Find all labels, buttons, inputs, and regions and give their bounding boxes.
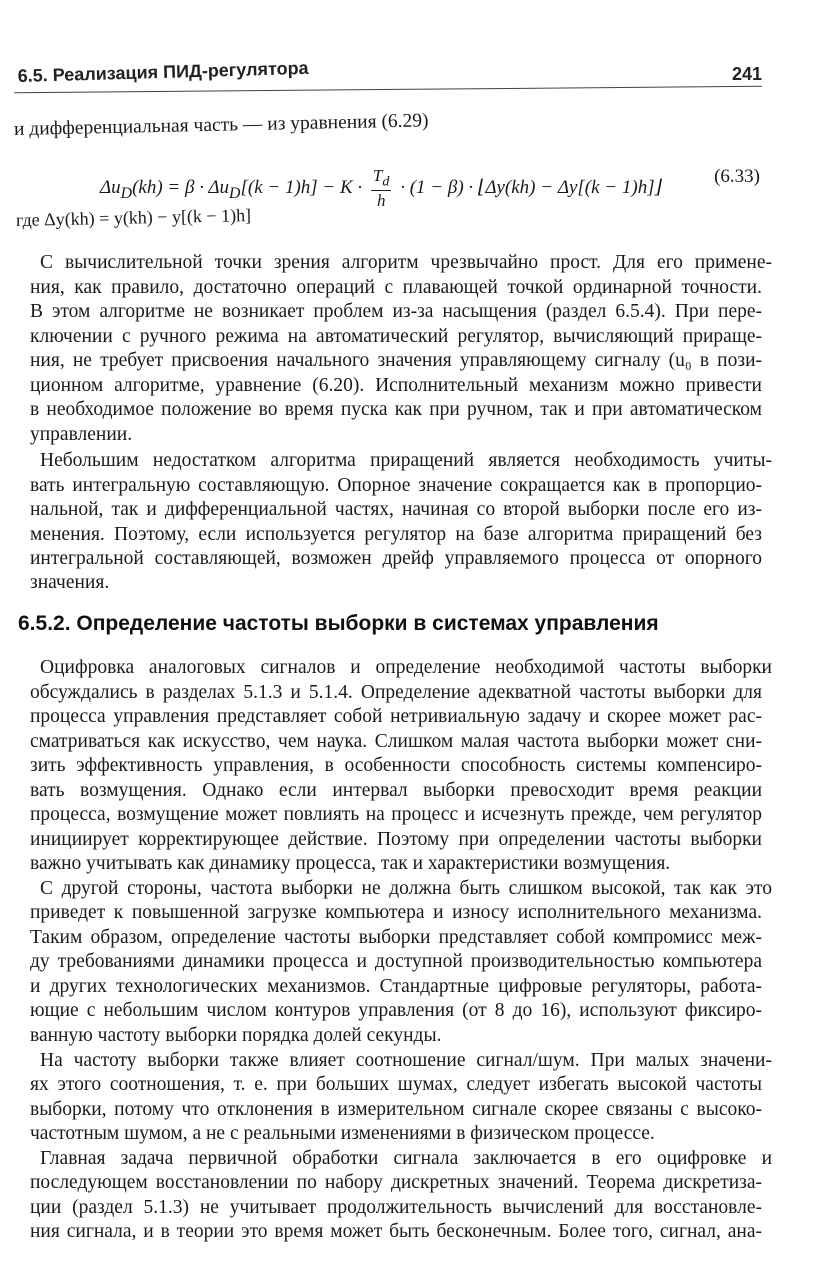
text-line: ях этого соотношения, т. е. при больших шумах, следует избегать высокой частоты — [30, 1074, 762, 1095]
text-line: в необходимое положение во время пуска как при ручном, так и при автоматическом — [30, 399, 762, 420]
text-line: обсуждались в разделах 5.1.3 и 5.1.4. Определение адекватной частоты выборки для — [30, 682, 762, 703]
text-line: вать интегральную составляющую. Опорное значение сокращается как в пропорцио- — [30, 475, 762, 496]
text-line: ции (раздел 5.1.3) не учитывает продолжительность вычислений для восстановле- — [30, 1197, 762, 1218]
equation-6-33 — [100, 148, 760, 211]
page-number: 241 — [731, 64, 762, 84]
text-line: выборки, потому что отклонения в измерительном сигнале скорее связаны с высоко- — [30, 1099, 762, 1120]
text-line: ванную частоту выборки порядка долей секунды. — [30, 1025, 442, 1046]
text-line: На частоту выборки также влияет соотношение сигнал/шум. При малых значени- — [40, 1050, 772, 1071]
text-line: частотным шумом, а не с реальными изменениями в физическом процессе. — [30, 1123, 655, 1144]
text-line: ющие с небольшим числом контуров управления (от 8 до 16), используют фиксиро- — [30, 1000, 762, 1021]
text-line: ду требованиями динамики процесса и доступной производительностью компьютера — [30, 951, 762, 972]
text-line: В этом алгоритме не возникает проблем из-за насыщения (раздел 6.5.4). При пере- — [30, 301, 762, 322]
text-line: ния, как правило, достаточно операций с плавающей точкой ординарной точности. — [30, 277, 762, 298]
text-line: инициирует корректирующее действие. Поэтому при определении частоты выборки — [30, 829, 762, 850]
text-line: приведет к повышенной загрузке компьютера и износу исполнительного механизма. — [30, 902, 762, 923]
text-line: управлении. — [30, 424, 133, 445]
text-line: ционном алгоритме, уравнение (6.20). Исполнительный механизм можно привести — [30, 375, 762, 396]
equation-number: (6.33) — [714, 166, 760, 187]
text-line: и других технологических механизмов. Стандартные цифровые регуляторы, работа- — [30, 976, 762, 997]
text-line: менения. Поэтому, если используется регулятор на базе алгоритма приращений без — [30, 524, 762, 545]
header-rule — [14, 86, 762, 94]
equation-body: $\Delta u_D(kh) = \beta \cdot \Delta u_D[(k - 1)h] - K$ · $\frac{T_d}{h}$ · (1 − β) · ⌊Δy(kh) − Δy[(k − 1)h]⌋ — [100, 166, 663, 211]
text-line: С вычислительной точки зрения алгоритм чрезвычайно прост. Для его примене- — [40, 252, 772, 273]
text-line: зить эффективность управления, в особенности способность системы компенсиро- — [30, 755, 762, 776]
text-line: Небольшим недостатком алгоритма приращений является необходимость учиты- — [40, 450, 772, 471]
text-line: ключении с ручного режима на автоматический регулятор, вычисляющий прираще- — [30, 326, 762, 347]
text-line: С другой стороны, частота выборки не должна быть слишком высокой, так как это — [40, 878, 772, 899]
running-header — [10, 57, 762, 92]
text-line: процесса управления представляет собой нетривиальную задачу и скорее может рас- — [30, 706, 762, 727]
text-line: нальной, так и дифференциальной частях, начиная со второй выборки после его из- — [30, 499, 762, 520]
text-line: ния сигнала, и в теории это время может быть бесконечным. Более того, сигнал, ана- — [30, 1221, 762, 1242]
text-line: последующем восстановлении по набору дискретных значений. Теорема дискретиза- — [30, 1172, 762, 1193]
text-line: ния, не требует присвоения начального значения управляющему сигналу (u₀ в пози- — [30, 350, 762, 371]
text-line: важно учитывать как динамику процесса, так и характеристики возмущения. — [30, 853, 671, 874]
section-heading: 6.5.2. Определение частоты выборки в системах управления — [18, 612, 659, 635]
text-line: процесса, возмущение может повлиять на процесс и исчезнуть прежде, чем регулятор — [30, 804, 762, 825]
text-line: Главная задача первичной обработки сигнала заключается в его оцифровке и — [40, 1148, 772, 1169]
intro-line: и дифференциальная часть — из уравнения (6.29) — [13, 110, 429, 140]
text-line: интегральной составляющей, возможен дрейф управляемого процесса от опорного — [30, 548, 762, 569]
text-line: Оцифровка аналоговых сигналов и определение необходимой частоты выборки — [40, 657, 772, 678]
text-line: вать возмущения. Однако если интервал выборки превосходит время реакции — [30, 780, 762, 801]
header-section-title: 6.5. Реализация ПИД-регулятора — [17, 57, 309, 87]
text-line: сматриваться как искусство, чем наука. Слишком малая частота выборки может сни- — [30, 731, 762, 752]
where-line: где Δy(kh) = y(kh) − y[(k − 1)h] — [15, 205, 252, 230]
text-line: Таким образом, определение частоты выборки представляет собой компромисс меж- — [30, 927, 762, 948]
text-line: значения. — [30, 572, 110, 593]
